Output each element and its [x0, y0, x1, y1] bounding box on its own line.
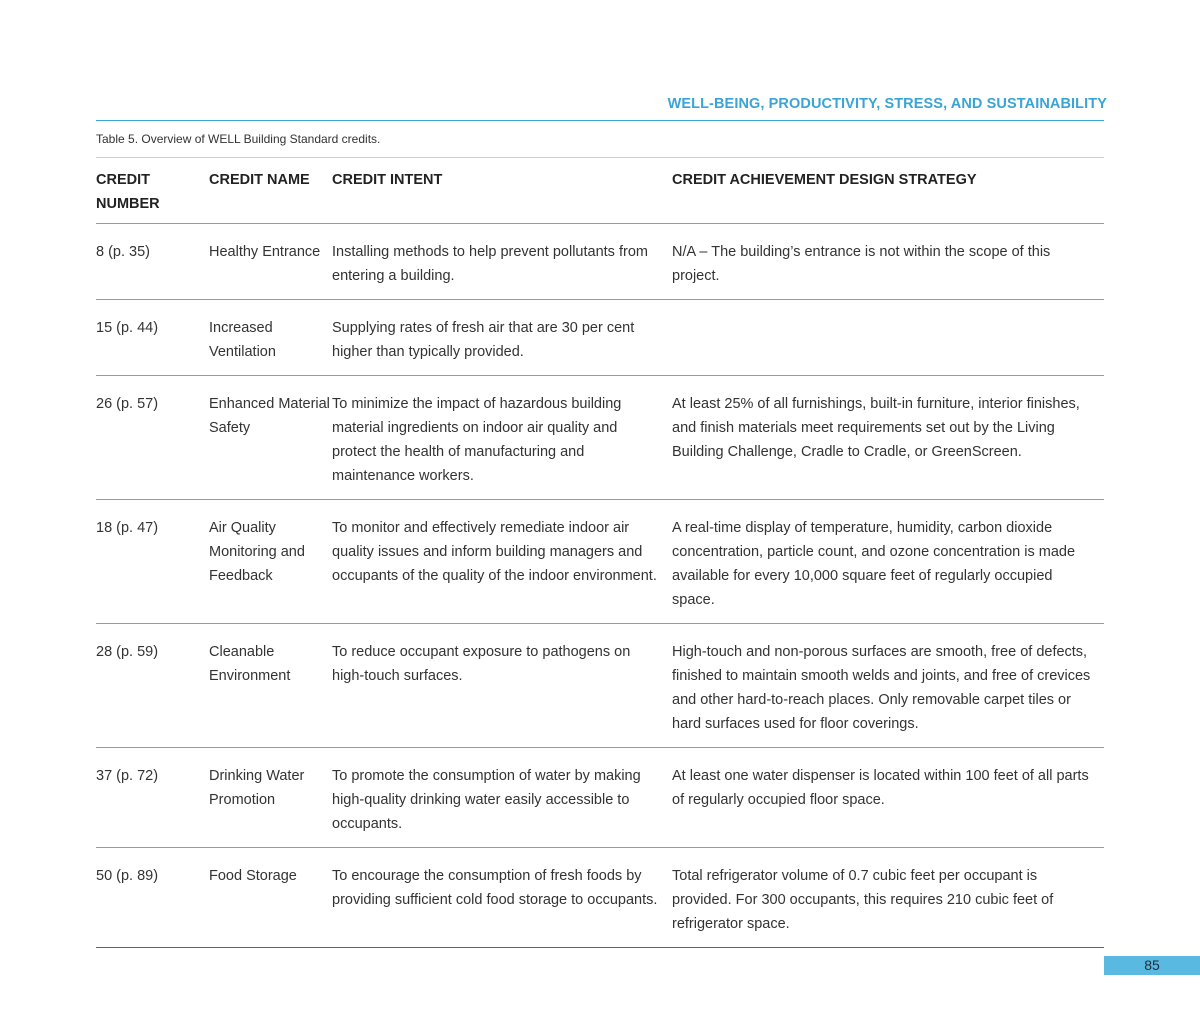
- cell-credit-intent: To minimize the impact of hazardous building material ingredients on indoor air quality and protect the health of manufacturing and maintenance workers.: [332, 376, 672, 500]
- cell-credit-name: Increased Ventilation: [209, 300, 332, 376]
- cell-credit-name: Healthy Entrance: [209, 224, 332, 300]
- cell-credit-name: Enhanced Material Safety: [209, 376, 332, 500]
- cell-credit-name: Air Quality Monitoring and Feedback: [209, 500, 332, 624]
- table-row: [96, 848, 1104, 948]
- cell-credit-number: 26 (p. 57): [96, 376, 209, 500]
- table-row: [96, 500, 1104, 624]
- cell-credit-number: 15 (p. 44): [96, 300, 209, 376]
- cell-credit-intent: To promote the consumption of water by making high-quality drinking water easily accessible to occupants.: [332, 748, 672, 848]
- cell-credit-intent: Supplying rates of fresh air that are 30 per cent higher than typically provided.: [332, 300, 672, 376]
- cell-design-strategy: At least one water dispenser is located within 100 feet of all parts of regularly occupied floor space.: [672, 748, 1104, 848]
- column-header-credit-number: CREDIT NUMBER: [96, 158, 209, 224]
- credits-table: [96, 157, 1104, 948]
- cell-design-strategy: High-touch and non-porous surfaces are smooth, free of defects, finished to maintain smooth welds and joints, and free of crevices and other hard-to-reach places. Only removable carpet tiles or hard surfaces used for floor coverings.: [672, 624, 1104, 748]
- cell-credit-intent: To reduce occupant exposure to pathogens on high-touch surfaces.: [332, 624, 672, 748]
- cell-credit-number: 28 (p. 59): [96, 624, 209, 748]
- cell-credit-name: Food Storage: [209, 848, 332, 948]
- table-row: [96, 376, 1104, 500]
- cell-design-strategy: [672, 300, 1104, 376]
- cell-credit-name: Drinking Water Promotion: [209, 748, 332, 848]
- cell-credit-name: Cleanable Environment: [209, 624, 332, 748]
- cell-credit-intent: To encourage the consumption of fresh foods by providing sufficient cold food storage to occupants.: [332, 848, 672, 948]
- cell-design-strategy: N/A – The building’s entrance is not within the scope of this project.: [672, 224, 1104, 300]
- table-header-row: [96, 158, 1104, 224]
- column-header-credit-name: CREDIT NAME: [209, 158, 332, 224]
- table-caption: Table 5. Overview of WELL Building Standard credits.: [96, 132, 381, 146]
- column-header-credit-intent: CREDIT INTENT: [332, 158, 672, 224]
- cell-credit-intent: Installing methods to help prevent pollutants from entering a building.: [332, 224, 672, 300]
- cell-design-strategy: A real-time display of temperature, humidity, carbon dioxide concentration, particle count, and ozone concentration is made available for every 10,000 square feet of regularly occupied space.: [672, 500, 1104, 624]
- table-row: [96, 224, 1104, 300]
- running-header: WELL-BEING, PRODUCTIVITY, STRESS, AND SUSTAINABILITY: [667, 96, 1107, 112]
- cell-design-strategy: Total refrigerator volume of 0.7 cubic feet per occupant is provided. For 300 occupants, this requires 210 cubic feet of refrigerator space.: [672, 848, 1104, 948]
- cell-credit-number: 18 (p. 47): [96, 500, 209, 624]
- header-rule: [96, 120, 1104, 121]
- table-row: [96, 624, 1104, 748]
- column-header-design-strategy: CREDIT ACHIEVEMENT DESIGN STRATEGY: [672, 158, 1104, 224]
- cell-credit-number: 37 (p. 72): [96, 748, 209, 848]
- table-row: [96, 748, 1104, 848]
- table-row: [96, 300, 1104, 376]
- cell-design-strategy: At least 25% of all furnishings, built-in furniture, interior finishes, and finish materials meet requirements set out by the Living Building Challenge, Cradle to Cradle, or GreenScreen.: [672, 376, 1104, 500]
- page-number: 85: [1104, 956, 1200, 975]
- cell-credit-number: 8 (p. 35): [96, 224, 209, 300]
- cell-credit-number: 50 (p. 89): [96, 848, 209, 948]
- cell-credit-intent: To monitor and effectively remediate indoor air quality issues and inform building managers and occupants of the quality of the indoor environment.: [332, 500, 672, 624]
